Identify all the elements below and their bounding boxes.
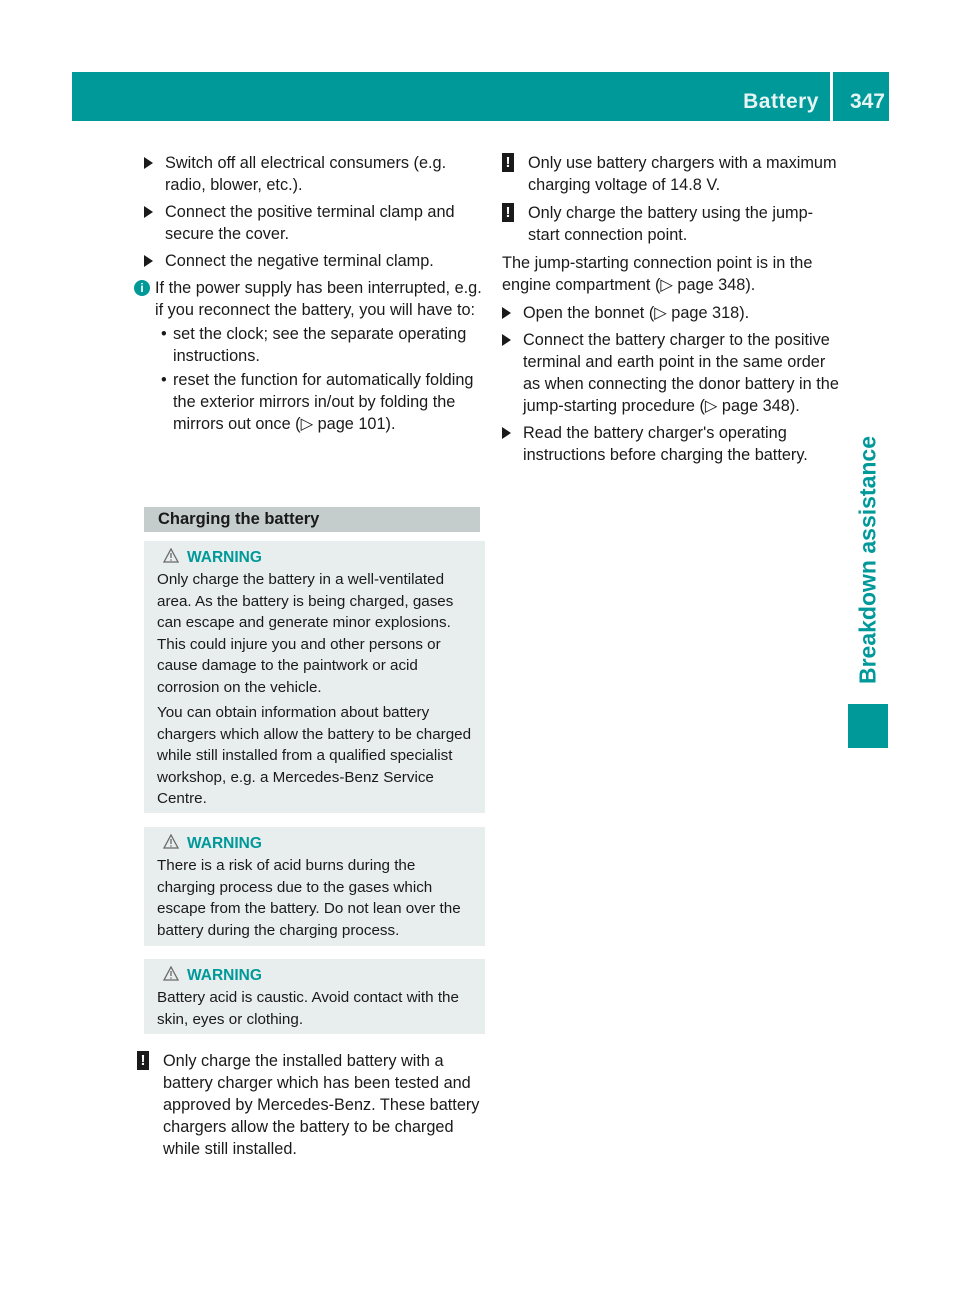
bullet-text: set the clock; see the separate operating instructions. xyxy=(173,325,467,365)
warning-title xyxy=(157,547,477,569)
step-text: Read the battery charger's operating instructions before charging the battery. xyxy=(523,424,808,464)
arrow-icon xyxy=(502,334,511,346)
side-tab xyxy=(848,410,888,710)
warning-text: Only charge the battery in a well-ventilated area. As the battery is being charged, gases can escape and generate minor explosions. This could injure you and other persons or cause damage to the paintwork or acid corrosion on the vehicle. xyxy=(157,571,454,696)
warning-text: Battery acid is caustic. Avoid contact with the skin, eyes or clothing. xyxy=(157,989,459,1028)
caution-item xyxy=(137,1050,482,1160)
step-item xyxy=(502,329,842,417)
step-text: Connect the battery charger to the positive terminal and earth point in the same order as when connecting the donor battery in the jump-starting procedure (▷ page 348). xyxy=(523,331,839,415)
arrow-icon xyxy=(502,307,511,319)
side-tab-label: Breakdown assistance xyxy=(854,435,881,685)
warning-text: You can obtain information about battery chargers which allow the battery to be charged while still installed from a qualified specialist workshop, e.g. a Mercedes-Benz Service Centre. xyxy=(157,704,472,807)
exclamation-icon: ! xyxy=(502,153,514,172)
bullet-icon: • xyxy=(161,371,167,389)
arrow-icon xyxy=(502,427,511,439)
step-item xyxy=(502,422,842,466)
header-divider xyxy=(830,72,833,121)
step-item xyxy=(144,250,482,272)
arrow-icon xyxy=(144,157,153,169)
caution-item xyxy=(502,152,842,196)
exclamation-icon: ! xyxy=(502,203,514,222)
warning-box xyxy=(144,541,485,813)
warning-triangle-icon xyxy=(163,548,179,563)
warning-label: WARNING xyxy=(187,549,262,566)
caution-note xyxy=(140,1050,482,1166)
page-header xyxy=(72,72,889,121)
warning-triangle-icon xyxy=(163,834,179,849)
list-item xyxy=(157,369,482,435)
warning-text: There is a risk of acid burns during the charging process due to the gases which escape from the battery. Do not lean over the battery during the charging process. xyxy=(157,857,461,939)
warning-box xyxy=(144,959,485,1034)
section-heading-text: Charging the battery xyxy=(158,510,320,528)
bullet-icon: • xyxy=(161,325,167,343)
warning-title xyxy=(157,965,477,987)
section-heading xyxy=(144,507,480,532)
step-item xyxy=(502,302,842,324)
step-item xyxy=(144,152,482,196)
step-text: Open the bonnet (▷ page 318). xyxy=(523,304,750,322)
warning-label: WARNING xyxy=(187,967,262,984)
arrow-icon xyxy=(144,255,153,267)
info-icon: i xyxy=(134,280,150,296)
step-item xyxy=(144,201,482,245)
right-column xyxy=(502,152,842,471)
warning-title xyxy=(157,833,477,855)
side-tab-marker xyxy=(848,704,888,748)
step-text: Connect the negative terminal clamp. xyxy=(165,252,434,270)
chapter-title: Battery xyxy=(743,90,819,113)
warning-box xyxy=(144,827,485,946)
warning-label: WARNING xyxy=(187,835,262,852)
warning-triangle-icon xyxy=(163,966,179,981)
paragraph: The jump-starting connection point is in the engine compartment (▷ page 348). xyxy=(502,254,813,294)
list-item xyxy=(157,323,482,367)
info-note xyxy=(134,277,482,435)
caution-text: Only charge the installed battery with a battery charger which has been tested and approved by Mercedes-Benz. These battery chargers allow the battery to be charged while still installed. xyxy=(163,1052,480,1158)
exclamation-icon: ! xyxy=(137,1051,149,1070)
caution-text: Only charge the battery using the jump-start connection point. xyxy=(528,204,814,244)
bullet-text: reset the function for automatically folding the exterior mirrors in/out by folding the mirrors out once (▷ page 101). xyxy=(173,371,474,433)
caution-item xyxy=(502,202,842,246)
step-text: Switch off all electrical consumers (e.g. radio, blower, etc.). xyxy=(165,154,447,194)
page-number: 347 xyxy=(849,90,885,113)
step-text: Connect the positive terminal clamp and secure the cover. xyxy=(165,203,455,243)
info-text: If the power supply has been interrupted, e.g. if you reconnect the battery, you will have to: xyxy=(155,279,482,319)
caution-text: Only use battery chargers with a maximum charging voltage of 14.8 V. xyxy=(528,154,837,194)
left-column xyxy=(140,152,482,440)
arrow-icon xyxy=(144,206,153,218)
